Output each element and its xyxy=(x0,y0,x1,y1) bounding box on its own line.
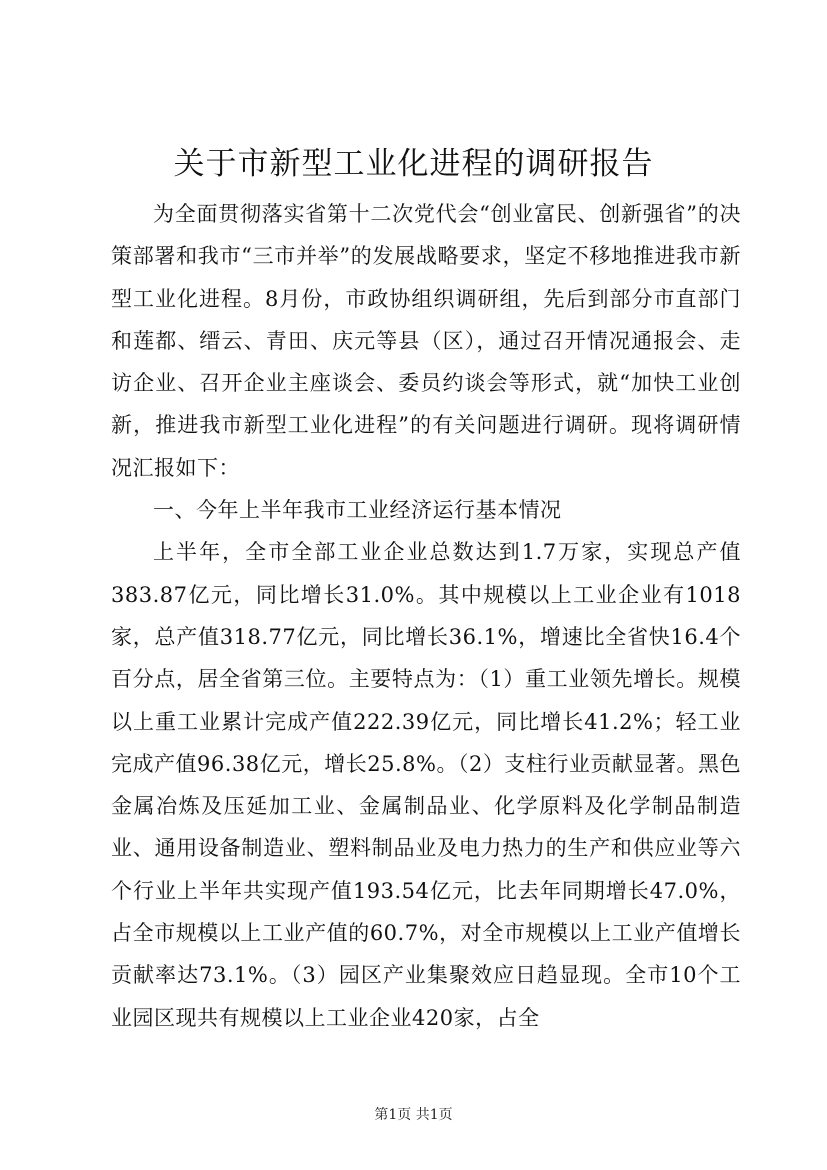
section-paragraph: 上半年，全市全部工业企业总数达到1.7万家，实现总产值383.87亿元，同比增长31.0%。其中规模以上工业企业有1018家，总产值318.77亿元，同比增长36.1%，增速比全省快16.4个百分点，居全省第三位。主要特点为：（1）重工业领先增长。规模以上重工业累计完成产值222.39亿元，同比增长41.2%；轻工业完成产值96.38亿元，增长25.8%。（2）支柱行业贡献显著。黑色金属冶炼及压延加工业、金属制品业、化学原料及化学制品制造业、通用设备制造业、塑料制品业及电力热力的生产和供应业等六个行业上半年共实现产值193.54亿元，比去年同期增长47.0%，占全市规模以上工业产值的60.7%，对全市规模以上工业产值增长贡献率达73.1%。（3）园区产业集聚效应日趋显现。全市10个工业园区现共有规模以上工业企业420家，占全 xyxy=(111,540,741,1030)
document-title: 关于市新型工业化进程的调研报告 xyxy=(173,146,654,182)
intro-paragraph: 为全面贯彻落实省第十二次党代会“创业富民、创新强省”的决策部署和我市“三市并举”的发展战略要求，坚定不移地推进我市新型工业化进程。8月份，市政协组织调研组，先后到部分市直部门和莲都、缙云、青田、庆元等县（区），通过召开情况通报会、走访企业、召开企业主座谈会、委员约谈会等形式，就“加快工业创新，推进我市新型工业化进程”的有关问题进行调研。现将调研情况汇报如下： xyxy=(111,202,741,480)
page-footer: 第1页 共1页 xyxy=(374,1107,453,1123)
section-heading: 一、今年上半年我市工业经济运行基本情况 xyxy=(153,498,562,523)
document-body xyxy=(111,193,741,1039)
